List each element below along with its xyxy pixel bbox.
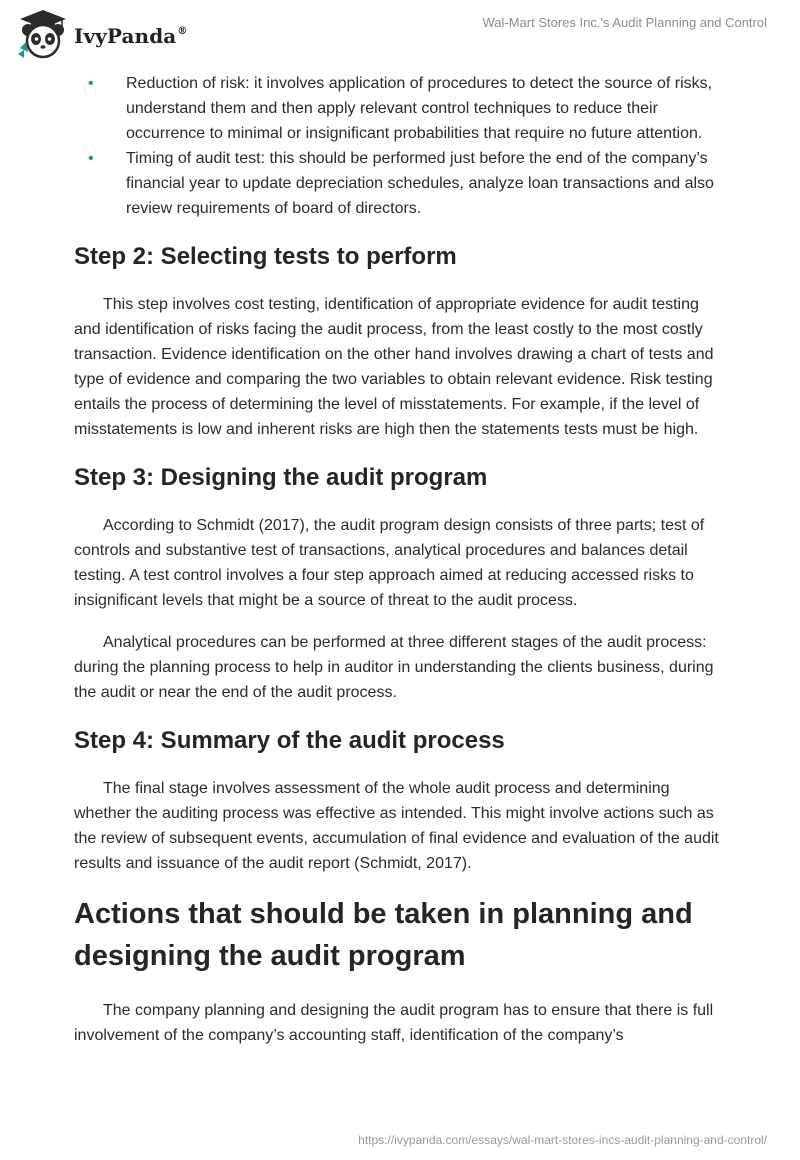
source-url[interactable]: https://ivypanda.com/essays/wal-mart-stores-incs-audit-planning-and-control/ xyxy=(358,1133,767,1147)
actions-heading: Actions that should be taken in planning and designing the audit program xyxy=(74,898,693,972)
step-2-heading: Step 2: Selecting tests to perform xyxy=(74,243,457,270)
step-3-paragraph-1: According to Schmidt (2017), the audit program design consists of three parts; test of controls and substantive test of transactions, analytical procedures and balances detail testing. A test control involves a four step approach aimed at reducing accessed risks to insignificant levels that might be a source of threat to the audit process. xyxy=(74,517,705,609)
list-item xyxy=(74,71,726,146)
page-header xyxy=(0,0,800,64)
step-4-heading: Step 4: Summary of the audit process xyxy=(74,727,505,754)
step-4-paragraph: The final stage involves assessment of the whole audit process and determining whether the auditing process was effective as intended. This might involve actions such as the review of subsequent events, accumulation of final evidence and evaluation of the audit results and issuance of the audit report (Schmidt, 2017). xyxy=(74,780,719,872)
brand-logo[interactable] xyxy=(14,8,187,60)
bullet-dot-icon: • xyxy=(88,150,94,167)
brand-name: IvyPanda® xyxy=(74,24,188,48)
registered-mark: ® xyxy=(177,26,188,37)
step-3-paragraph-2: Analytical procedures can be performed at three different stages of the audit process: during the planning process to help in auditor in understanding the clients business, during the audit or near the end of the audit process. xyxy=(74,634,714,701)
bullet-text: Reduction of risk: it involves application of procedures to detect the source of risks, understand them and then apply relevant control techniques to reduce their occurrence to minimal or insignificant probabilities that require no future attention. xyxy=(126,75,713,142)
step-3-heading: Step 3: Designing the audit program xyxy=(74,464,488,491)
bullet-list xyxy=(74,71,726,221)
bullet-text: Timing of audit test: this should be performed just before the end of the company’s financial year to update depreciation schedules, analyze loan transactions and also review requirements of board of directors. xyxy=(126,150,714,217)
list-item xyxy=(74,146,726,221)
actions-paragraph: The company planning and designing the audit program has to ensure that there is full involvement of the company’s accounting staff, identification of the company’s xyxy=(74,1002,714,1044)
step-2-paragraph: This step involves cost testing, identification of appropriate evidence for audit testing and identification of risks facing the audit process, from the least costly to the most costly transaction. Evidence identification on the other hand involves drawing a chart of tests and type of evidence and comparing the two variables to obtain relevant evidence. Risk testing entails the process of determining the level of misstatements. For example, if the level of misstatements is low and inherent risks are high then the statements tests must be high. xyxy=(74,296,714,438)
bullet-dot-icon: • xyxy=(88,75,94,92)
document-title: Wal-Mart Stores Inc.'s Audit Planning and Control xyxy=(482,15,767,30)
panda-logo-icon xyxy=(14,8,72,60)
article-body xyxy=(74,71,726,1048)
